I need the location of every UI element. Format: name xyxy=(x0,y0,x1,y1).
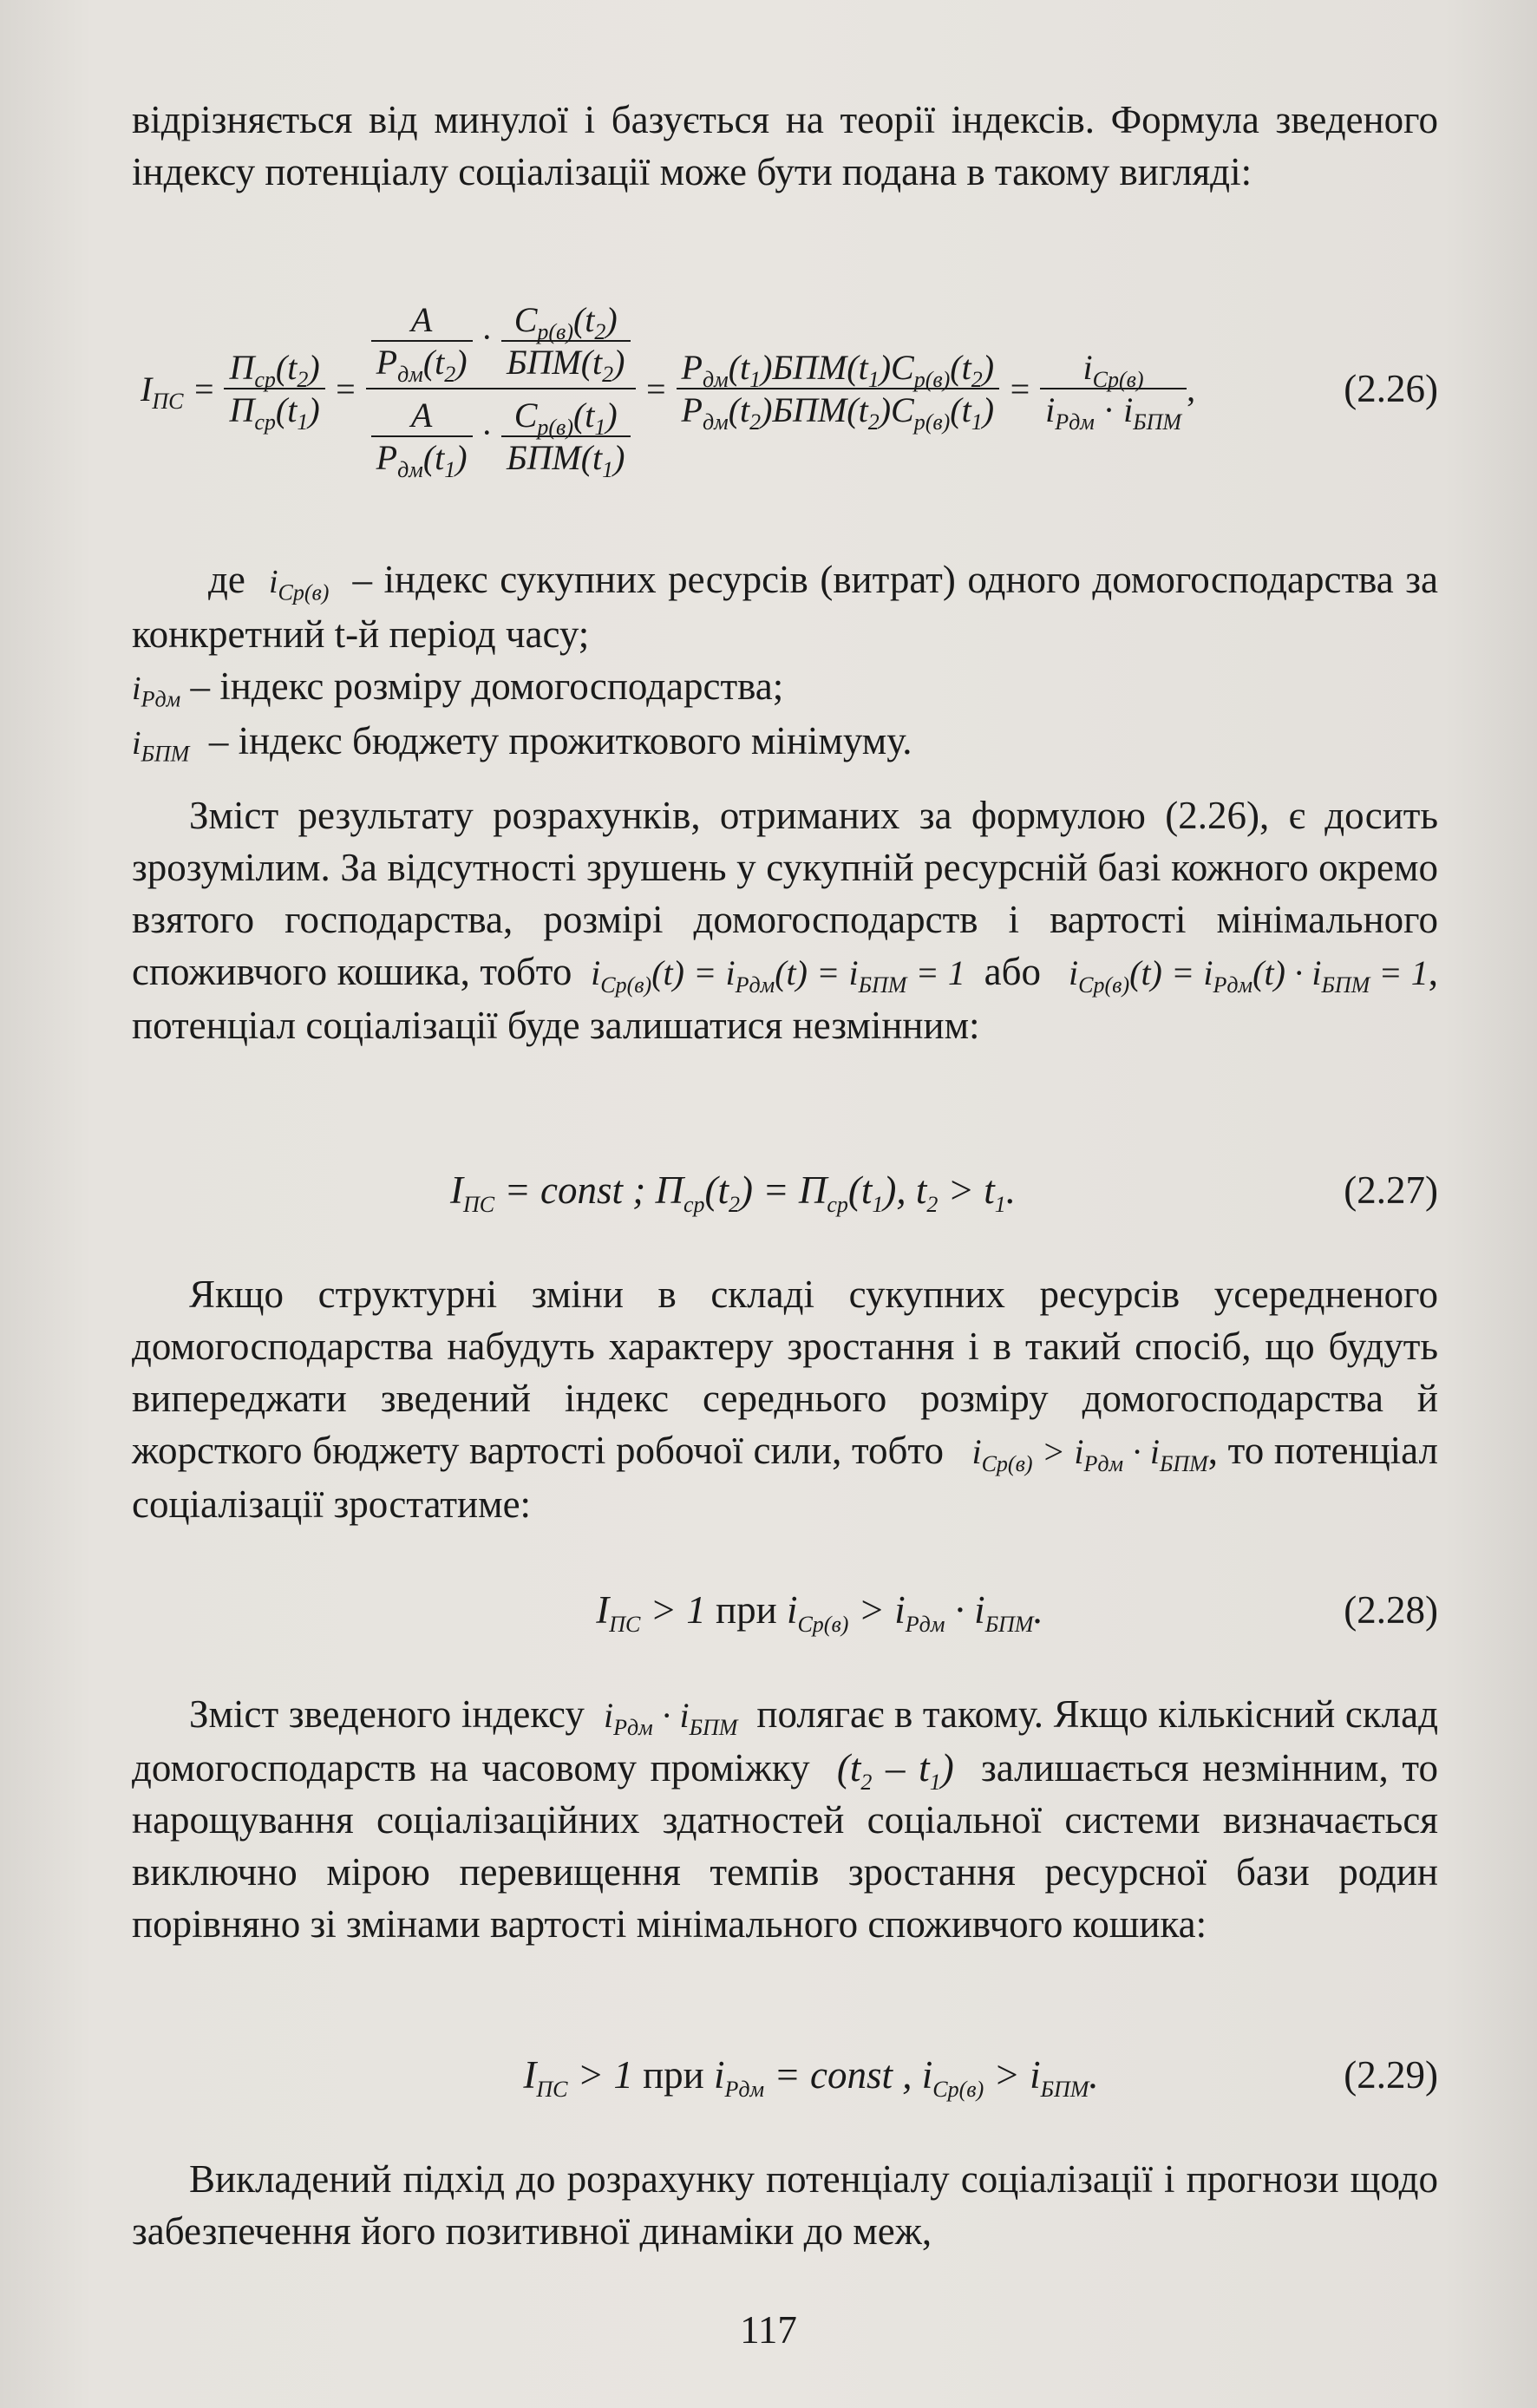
word-const: const xyxy=(810,2053,893,2097)
word-const: const xyxy=(540,1168,623,1212)
word-pry: при xyxy=(716,1588,777,1632)
formula-2-27: $I_{ПС}$ = const ; $П_{ср}(t_2) = П_{ср}(t_1)$, $t_2 > t_1$. (2.27) xyxy=(132,1164,1438,1216)
paragraph-text: Зміст результату розрахунків, отриманих за формулою (2.26), є досить зрозумілим. За відсутності зрушень у сукупній ресурсній базі кожного окремо взятого господарства, розмірі домогосподарств і вартості мінімального споживчого кошика, тобто xyxy=(132,794,1438,993)
inline-formula: $i_{Cр(в)}(t) = i_{Pдм}(t) \cdot i_{БПМ} = 1$ xyxy=(1050,953,1429,998)
def-resources-index: – індекс сукупних ресурсів (витрат) одного домогосподарства за конкретний t-й період часу; xyxy=(132,558,1439,656)
formula-2-26: $I_{ПС}$ = $\frac{П_{ср}(t_2)}{П_{ср}(t_1)}$ = $\frac{A}{P_{дм}(t_2)}$ · $\frac{C_{р(в)}(t_2)}{БПМ(t_2)}$ $\frac{A}{P_{дм}(t_1)}$ · $\frac{C_{р(в)}(t_1)}{БПМ(t_1)}$ = $\frac{P_{дм}(t_1)БПМ(t_1)C_{р(в)}(t_2)}{P_{дм}(t_2)БПМ(t_2)C_{р(в)}(t_1)}$ = $\frac{i_{Cр(в)}}{i_{Pдм} \cdot i_{БПМ}}$ , (2.26) xyxy=(141,300,1438,482)
fraction-compound: $\frac{A}{P_{дм}(t_2)}$ · $\frac{C_{р(в)}(t_2)}{БПМ(t_2)}$ $\frac{A}{P_{дм}(t_1)}$ · $\frac{C_{р(в)}(t_1)}{БПМ(t_1)}$ xyxy=(366,299,636,478)
page-number: 117 xyxy=(740,2308,797,2352)
formula-2-28: $I_{ПС} > 1$ при $i_{Cр(в)} > i_{Pдм} \cdot i_{БПМ}$. (2.28) xyxy=(132,1584,1438,1636)
paragraph-intro xyxy=(132,94,1438,198)
def-budget-index: – індекс бюджету прожиткового мінімуму. xyxy=(208,719,912,762)
fraction-index: $\frac{i_{Cр(в)}}{i_{Pдм} \cdot i_{БПМ}}$ xyxy=(1040,347,1187,430)
formula-2-29: $I_{ПС} > 1$ при $i_{Pдм}$ = const , $i_{Cр(в)} > i_{БПМ}$. (2.29) xyxy=(132,2049,1438,2101)
inline-formula: $i_{Pдм} \cdot i_{БПМ}$ xyxy=(594,1696,738,1740)
word-pry: при xyxy=(643,2053,704,2097)
fraction-expanded: $\frac{P_{дм}(t_1)БПМ(t_1)C_{р(в)}(t_2)}{P_{дм}(t_2)БПМ(t_2)C_{р(в)}(t_1)}$ xyxy=(677,347,1000,430)
def-household-size-index: – індекс розміру домогосподарства; xyxy=(190,664,784,708)
paragraph-conclusion xyxy=(132,2153,1438,2257)
inline-formula: $i_{Cр(в)} > i_{Pдм} \cdot i_{БПМ}$ xyxy=(953,1432,1208,1476)
inline-formula: $(t_2 - t_1)$ xyxy=(823,1746,968,1795)
paragraph-text: , то потенціал соціалізації зростатиме: xyxy=(132,1429,1439,1526)
paragraph-index-content xyxy=(132,1688,1438,1950)
paragraph-text: Якщо структурні зміни в складі сукупних ресурсів усередненого домогосподарства набудуть характеру зростання і в такий спосіб, що будуть випереджати зведений індекс середнього розміру домогосподарства й жорсткого бюджету вартості робочої сили, тобто xyxy=(132,1273,1438,1472)
paragraph-text: Викладений підхід до розрахунку потенціалу соціалізації і прогнози щодо забезпечення його позитивної динаміки до меж, xyxy=(132,2157,1438,2253)
equation-number: (2.27) xyxy=(1344,1168,1438,1212)
paragraph-growth xyxy=(132,1268,1438,1530)
paragraph-text: полягає в такому. Якщо кількісний склад домогосподарств на часовому проміжку xyxy=(132,1692,1438,1790)
fraction-p-ratio: $\frac{П_{ср}(t_2)}{П_{ср}(t_1)}$ xyxy=(224,347,324,430)
paragraph-text: залишається незмінним, то нарощування соціалізаційних здатностей соціальної системи визначається виключно мірою перевищення темпів зростання ресурсної бази родин порівняно зі змінами вартості мінімального споживчого кошика: xyxy=(132,1746,1438,1946)
equation-number: (2.28) xyxy=(1344,1588,1438,1632)
equation-number: (2.26) xyxy=(1344,367,1438,410)
paragraph-result xyxy=(132,789,1438,1051)
equation-number: (2.29) xyxy=(1344,2053,1438,2097)
paragraph-text: Зміст зведеного індексу xyxy=(189,1692,585,1736)
paragraph-text: , потенціал соціалізації буде залишатися незмінним: xyxy=(132,950,1439,1047)
word-or: або xyxy=(984,950,1042,993)
paragraph-text: відрізняється від минулої і базується на теорії індексів. Формула зведеного індексу потенціалу соціалізації може бути подана в такому вигляді: xyxy=(132,98,1438,193)
def-intro: де xyxy=(208,558,245,601)
definitions: де $i_{Cр(в)}$ – індекс сукупних ресурсів (витрат) одного домогосподарства за конкретний t-й період часу; $i_{Pдм}$ – індекс розміру домогосподарства; $i_{БПМ}$ – індекс бюджету прожиткового мінімуму. xyxy=(132,558,1439,767)
inline-formula: $i_{Cр(в)}(t) = i_{Pдм}(t) = i_{БПМ} = 1$ xyxy=(581,953,975,998)
